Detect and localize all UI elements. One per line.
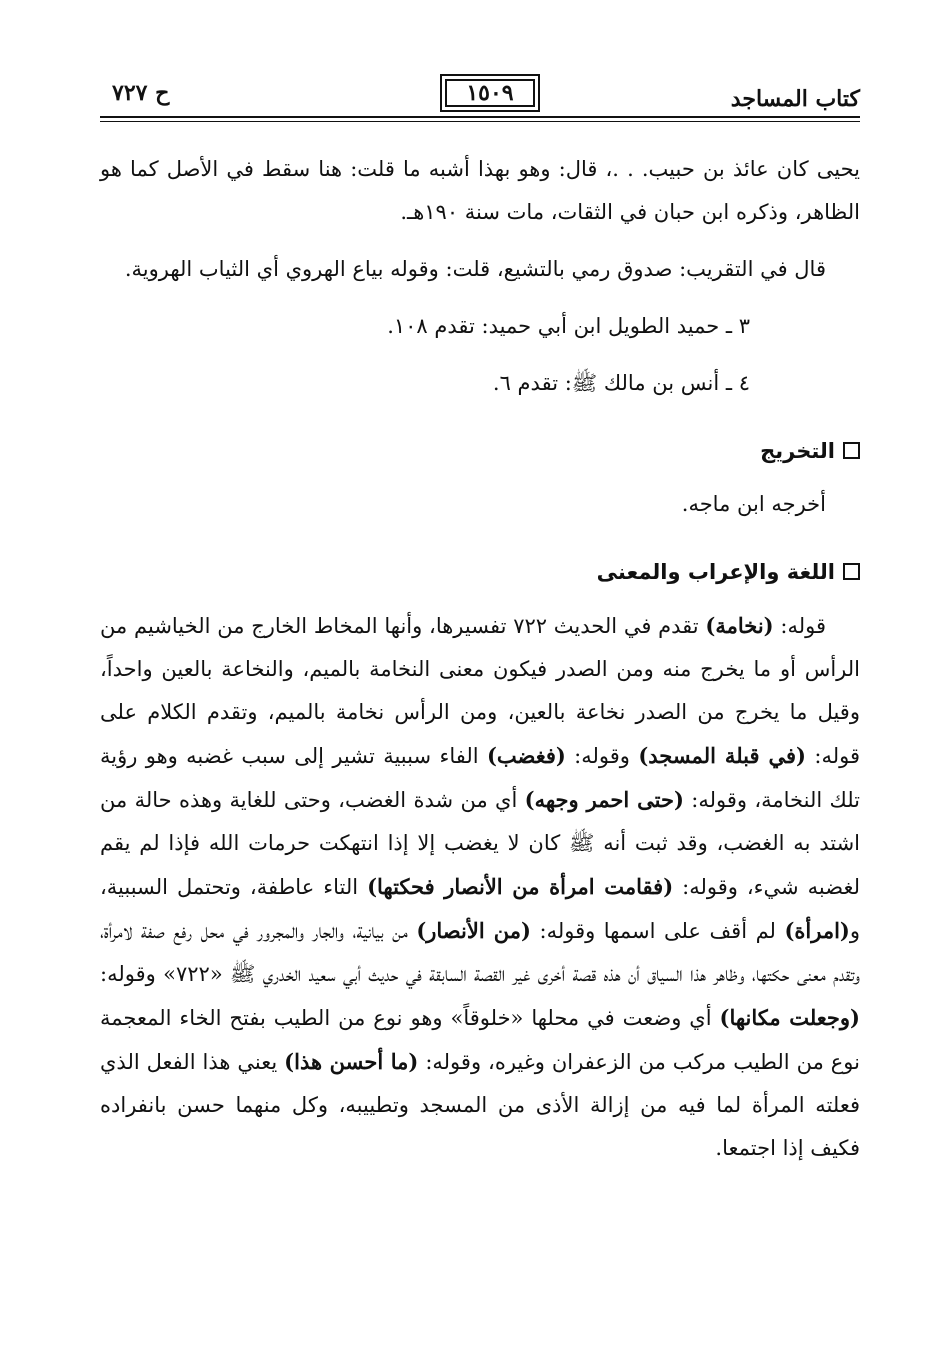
text-run: الفاء سببية تشير إلى سبب غضبه وهو رؤية تلك النخامة، وقوله: [100, 744, 861, 812]
header-divider [100, 116, 860, 122]
page-header [100, 70, 860, 116]
text-run: تقدم في الحديث ٧٢٢ تفسيرها، وأنها المخاط الخارج من الخياشيم من الرأس أو ما يخرج منه ومن الصدر فيكون معنى النخامة بالميم، والنخاعة بالعين واحداً، وقيل ما يخرج من الصدر نخاعة بالعين، ومن الرأس نخامة بالميم، وتقدم الكلام على قوله: [100, 614, 860, 768]
square-bullet-icon [843, 442, 860, 459]
hadith-reference: ح ٧٢٧ [112, 80, 170, 106]
text-run: أي من شدة الغضب، وحتى للغاية وهذه حالة من اشتد به الغضب، وقد ثبت أنه ﷺ كان لا يغضب إلا إذا انتهكت حرمات الله فإذا لم يقم لغضبه شيء، وقوله: [100, 788, 860, 899]
bold-term: (حتى احمر وجهه) [524, 787, 684, 812]
narrator-paragraph-1: يحيى كان عائذ بن حبيب. . .، قال: وهو بهذا أشبه ما قلت: هنا سقط في الأصل كما هو الظاهر، وذكره ابن حبان في الثقات، مات سنة ١٩٠هـ. [100, 157, 860, 224]
bold-term: (من الأنصار) [416, 918, 531, 943]
bold-term: (فقامت امرأة من الأنصار فحكتها) [367, 874, 674, 899]
bold-term: (امرأة) [784, 918, 850, 943]
bold-term: (ما أحسن هذا) [284, 1049, 419, 1074]
takhrij-text: أخرجه ابن ماجه. [681, 492, 826, 516]
lugha-heading [100, 552, 860, 592]
page-number: ١٥٠٩ [440, 74, 540, 112]
text-run: وقوله: [565, 744, 639, 768]
text-run: أي وضعت في محلها «خلوقاً» وهو نوع من الطيب بفتح الخاء المعجمة نوع من الطيب مركب من الزعفران وغيره، وقوله: [100, 1006, 860, 1074]
text-run: قوله: [773, 614, 826, 638]
narrator-item-4: ٤ ـ أنس بن مالك ﷺ: تقدم ٦. [492, 371, 750, 395]
bold-term: (فغضب) [486, 743, 566, 768]
bold-term: (نخامة) [705, 613, 774, 638]
square-bullet-icon [843, 563, 860, 580]
takhrij-heading-text: التخريج [760, 439, 835, 463]
text-run: يعني هذا الفعل الذي فعلته المرأة لما فيه من إزالة الأذى من المسجد وتطييبه، وكل منهما حسن بانفراده فكيف إذا اجتمعا. [100, 1050, 860, 1160]
book-page [100, 70, 860, 1184]
narrator-paragraph-2: قال في التقريب: صدوق رمي بالتشيع، قلت: وقوله بياع الهروي أي الثياب الهروية. [124, 257, 826, 281]
text-run: لم أقف على اسمها وقوله: [530, 919, 785, 943]
narrator-item-3: ٣ ـ حميد الطويل ابن أبي حميد: تقدم ١٠٨. [387, 314, 750, 338]
text-run: من بيانية، والجار والمجرور في محل رفع صفة لامرأة، وتقدم معنى حكتها، وظاهر هذا السياق أن هذه قصة أخرى غير القصة السابقة في حديث أبي سعيد الخدري ﷺ «٧٢٢» وقوله: [100, 919, 860, 986]
bold-term: (وجعلت مكانها) [719, 1005, 860, 1030]
text-run: التاء عاطفة، وتحتمل السببية، و [100, 875, 861, 943]
takhrij-heading [100, 431, 860, 471]
lugha-paragraph [100, 604, 860, 1170]
lugha-heading-text: اللغة والإعراب والمعنى [596, 560, 835, 584]
bold-term: (في قبلة المسجد) [638, 743, 806, 768]
book-title: كتاب المساجد [730, 86, 860, 112]
